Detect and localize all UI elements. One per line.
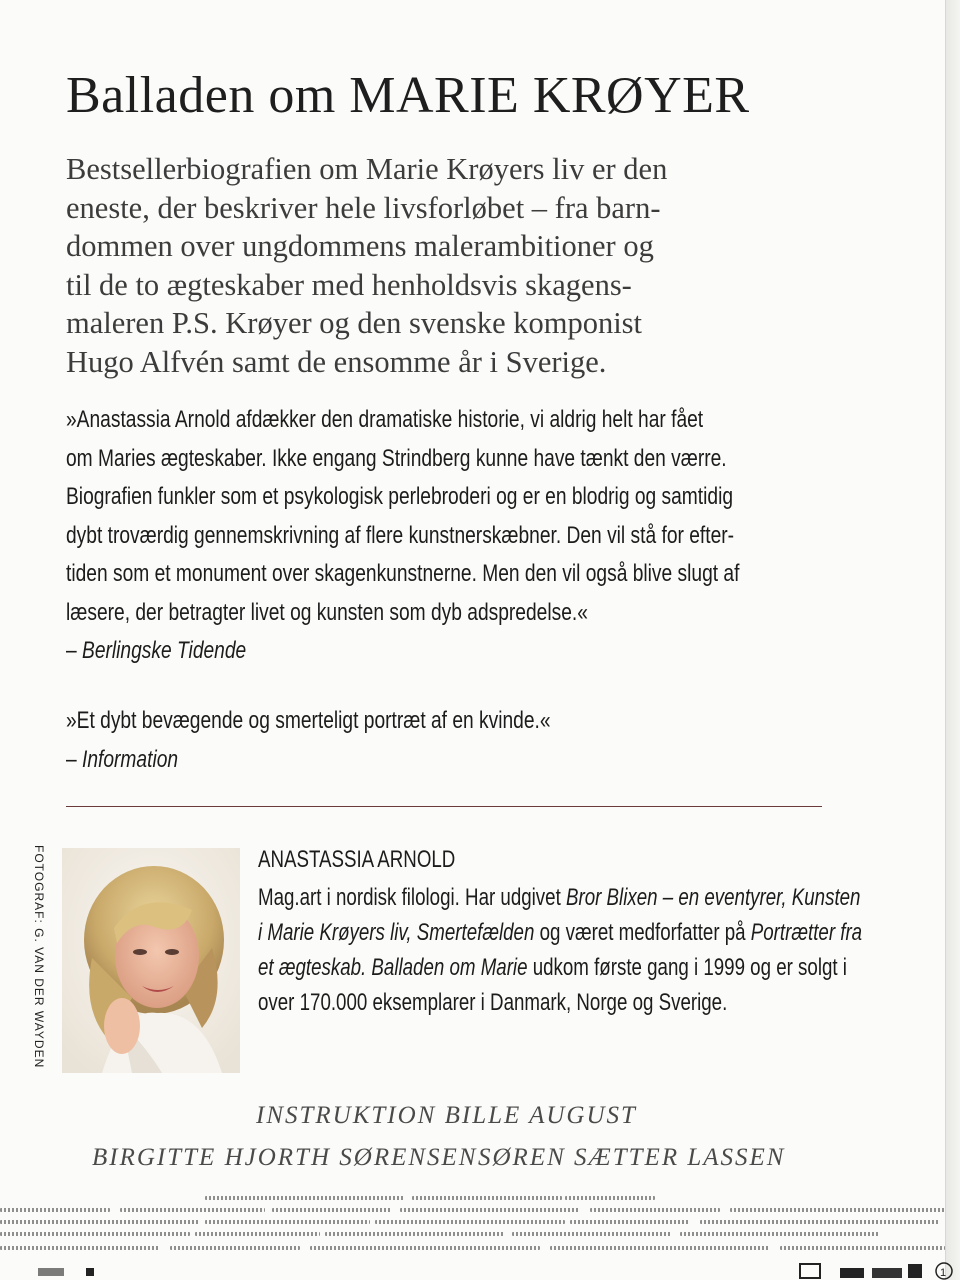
svg-text:1: 1 <box>940 1267 947 1279</box>
author-portrait-image <box>62 848 240 1073</box>
bio-text: Mag.art i nordisk filologi. Har udgivet <box>258 884 566 911</box>
page-edge <box>945 0 960 1280</box>
section-divider <box>66 806 822 807</box>
review-quote-berlingske <box>66 401 740 671</box>
quote-line: »Anastassia Arnold afdækker den dramatiske historie, vi aldrig helt har fået <box>66 406 704 433</box>
quote-dash: – <box>66 745 83 773</box>
intro-line: Hugo Alfvén samt de ensomme år i Sverige. <box>66 344 607 379</box>
quote-source-line <box>66 741 674 780</box>
author-name: ANASTASSIA ARNOLD <box>258 846 456 873</box>
quote-source: Berlingske Tidende <box>82 637 247 664</box>
bio-line <box>258 880 861 915</box>
author-bio <box>258 880 863 1020</box>
intro-paragraph <box>66 150 806 381</box>
bio-book-title: Bror Blixen – en eventyrer, Kunsten <box>565 884 861 911</box>
author-photo <box>62 848 240 1073</box>
film-credits-fineprint <box>0 1208 950 1213</box>
bio-book-title: i Marie Krøyers liv, Smertefælden <box>258 919 535 946</box>
film-credits-fineprint <box>0 1196 950 1201</box>
review-quote-information <box>66 702 674 779</box>
quote-line: »Et dybt bevægende og smerteligt portræt af en kvinde.« <box>66 707 551 734</box>
quote-dash: – <box>66 637 83 664</box>
quote-line: læsere, der betragter livet og kunsten som dyb adspredelse.« <box>66 598 588 626</box>
intro-line: dommen over ungdommens malerambitioner og <box>66 229 654 263</box>
intro-line: til de to ægteskaber med henholdsvis skagens- <box>66 267 632 302</box>
film-credits-fineprint <box>0 1232 950 1237</box>
quote-line: Biografien funkler som et psykologisk perlebroderi og er en blodrig og samtidig <box>66 483 734 510</box>
intro-line: maleren P.S. Krøyer og den svenske komponist <box>66 306 643 340</box>
quote-line: om Maries ægteskaber. Ikke engang Strindberg kunne have tænkt den værre. <box>66 444 727 472</box>
book-title: Balladen om MARIE KRØYER <box>66 67 750 124</box>
intro-line: eneste, der beskriver hele livsforløbet – fra barn- <box>66 190 661 225</box>
actor-credit: SØREN SÆTTER LASSEN <box>478 1144 786 1171</box>
bio-line <box>258 915 863 950</box>
actor-credit: BIRGITTE HJORTH SØRENSEN <box>92 1144 478 1171</box>
quote-line: dybt troværdig gennemskrivning af flere kunstnerskæbner. Den vil stå for efter- <box>66 521 735 549</box>
bio-text: og været medforfatter på <box>534 919 751 946</box>
quote-source-line <box>66 632 674 671</box>
bio-text: udkom første gang i 1999 og er solgt i <box>527 954 847 981</box>
director-credit: INSTRUKTION BILLE AUGUST <box>256 1102 637 1129</box>
film-credits-fineprint <box>0 1220 950 1225</box>
studio-logos-strip <box>0 1262 960 1280</box>
photo-credit: FOTOGRAF: G. VAN DER WAYDEN <box>32 845 46 1069</box>
bio-line <box>258 950 847 985</box>
film-credits-fineprint <box>0 1246 950 1251</box>
quote-source: Information <box>82 745 179 773</box>
intro-line: Bestsellerbiografien om Marie Krøyers liv er den <box>66 152 668 186</box>
bio-line: over 170.000 eksemplarer i Danmark, Norge og Sverige. <box>258 989 728 1016</box>
bio-book-title: et ægteskab. Balladen om Marie <box>258 954 528 981</box>
quote-line: tiden som et monument over skagenkunstnerne. Men den vil også blive slugt af <box>66 560 740 587</box>
bio-book-title: Portrætter fra <box>750 919 863 946</box>
